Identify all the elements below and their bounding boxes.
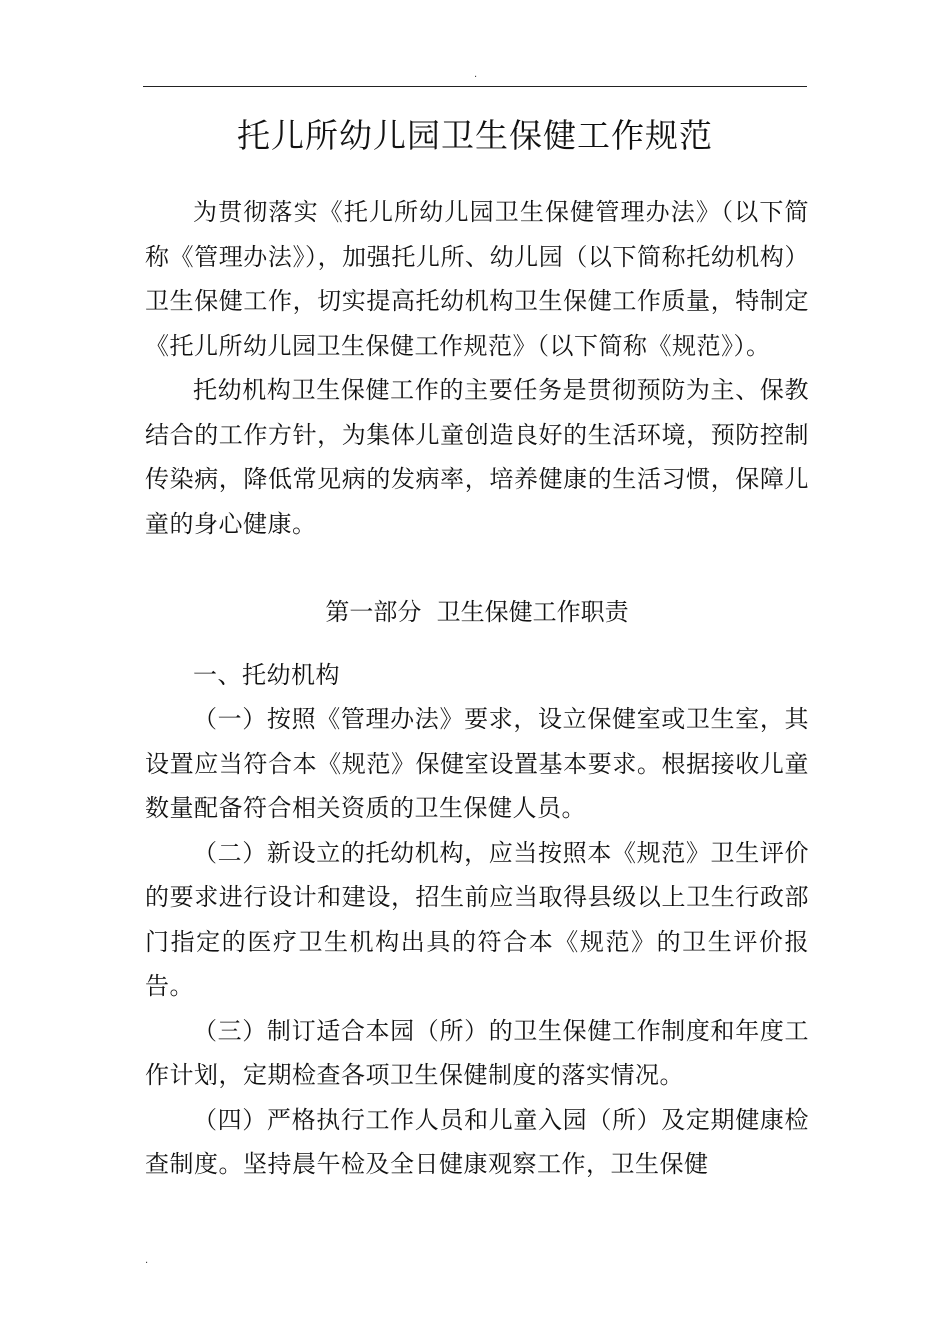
header-rule xyxy=(143,86,807,87)
footer-dot: . xyxy=(145,1255,149,1266)
intro-paragraph: 为贯彻落实《托儿所幼儿园卫生保健管理办法》（以下简称《管理办法》），加强托儿所、幼儿园（以下简称托幼机构）卫生保健工作，切实提高托幼机构卫生保健工作质量，特制定《托儿所幼儿园卫生保健工作规范》（以下简称《规范》）。 xyxy=(145,198,809,360)
document-body xyxy=(145,190,809,1187)
item-paragraph: （四）严格执行工作人员和儿童入园（所）及定期健康检查制度。坚持晨午检及全日健康观察工作，卫生保健 xyxy=(145,1105,809,1178)
item-paragraph: （三）制订适合本园（所）的卫生保健工作制度和年度工作计划，定期检查各项卫生保健制度的落实情况。 xyxy=(145,1016,809,1089)
item-paragraph: （一）按照《管理办法》要求，设立保健室或卫生室，其设置应当符合本《规范》保健室设置基本要求。根据接收儿童数量配备符合相关资质的卫生保健人员。 xyxy=(145,705,809,822)
header-dot: . xyxy=(474,69,478,80)
document-title: 托儿所幼儿园卫生保健工作规范 xyxy=(237,116,713,155)
item-paragraph: （二）新设立的托幼机构，应当按照本《规范》卫生评价的要求进行设计和建设，招生前应当取得县级以上卫生行政部门指定的医疗卫生机构出具的符合本《规范》的卫生评价报告。 xyxy=(145,838,809,1000)
section-title: 第一部分 卫生保健工作职责 xyxy=(325,598,629,626)
intro-paragraph: 托幼机构卫生保健工作的主要任务是贯彻预防为主、保教结合的工作方针，为集体儿童创造良好的生活环境，预防控制传染病，降低常见病的发病率，培养健康的生活习惯，保障儿童的身心健康。 xyxy=(145,376,809,538)
subsection-heading: 一、托幼机构 xyxy=(193,660,340,689)
